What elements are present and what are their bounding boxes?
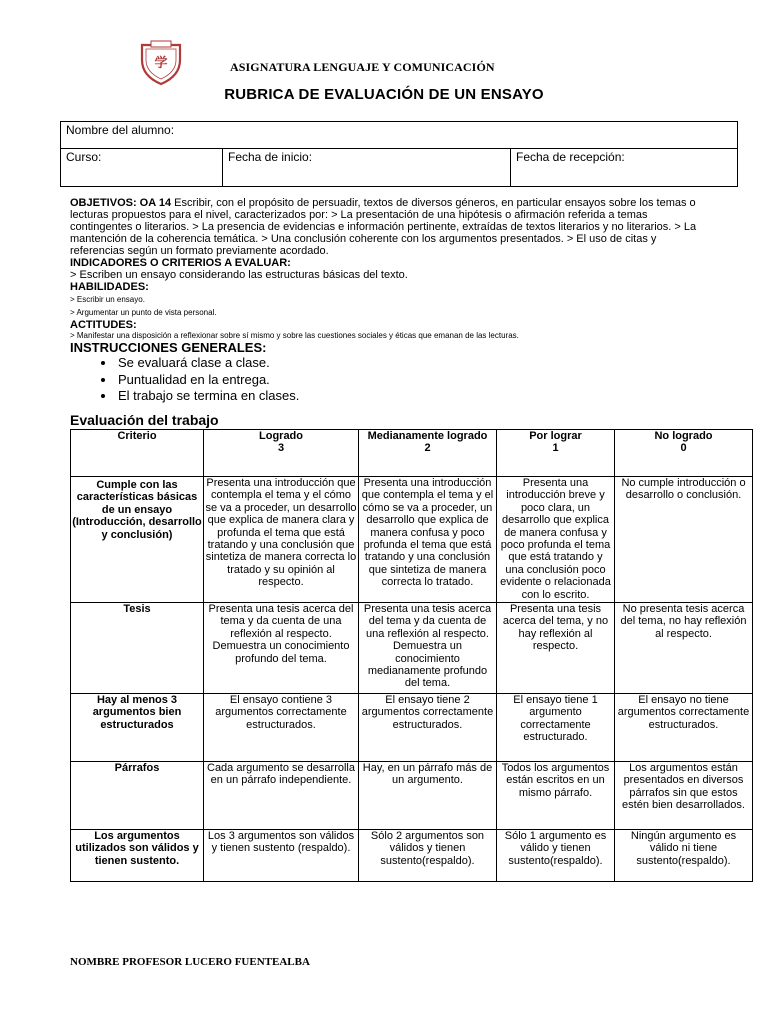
column-header: Medianamente logrado 2 bbox=[359, 430, 497, 477]
rubric-cell: No presenta tesis acerca del tema, no hay reflexión al respecto. bbox=[615, 603, 753, 694]
instruction-item: • Puntualidad en la entrega. bbox=[116, 372, 698, 389]
instructions-label: INSTRUCCIONES GENERALES: bbox=[70, 340, 267, 355]
student-name-label: Nombre del alumno: bbox=[66, 123, 175, 137]
rubric-cell: Sólo 1 argumento es válido y tienen sustento(respaldo). bbox=[497, 830, 615, 882]
document-title: RUBRICA DE EVALUACIÓN DE UN ENSAYO bbox=[224, 86, 544, 103]
instruction-item: • El trabajo se termina en clases. bbox=[116, 388, 698, 405]
skill-item: > Escribir un ensayo. bbox=[70, 295, 145, 304]
rubric-cell: El ensayo tiene 1 argumento correctamente estructurado. bbox=[497, 694, 615, 762]
rubric-cell: Presenta una tesis acerca del tema y da cuenta de una reflexión al respecto. Demuestra un conocimiento profundo del tema. bbox=[204, 603, 359, 694]
objectives-paragraph bbox=[70, 197, 698, 257]
objectives-text: Escribir, con el propósito de persuadir, textos de diversos géneros, en particular ensayos sobre los temas o lecturas propuestos para el nivel, caracterizados por: > La presentación de una hipótesis o afirmación referida a temas contingentes o literarios. > La presencia de evidencias e información pertinente, extraídas de textos literarios y no literarios. > La mantención de la coherencia temática. > Una conclusión coherente con los argumentos presentados. > El uso de citas y referencias según un formato previamente acordado. bbox=[70, 197, 697, 257]
rubric-cell: Cada argumento se desarrolla en un párrafo independiente. bbox=[204, 762, 359, 830]
rubric-cell: Sólo 2 argumentos son válidos y tienen sustento(respaldo). bbox=[359, 830, 497, 882]
student-name-field[interactable] bbox=[61, 122, 738, 149]
column-header: Por lograr 1 bbox=[497, 430, 615, 477]
rubric-cell: Presenta una introducción que contempla el tema y el cómo se va a proceder, un desarrollo que explica de manera confusa y poco profunda el tema que está tratando y una conclusión que sintetiza de manera correcta lo tratado. bbox=[359, 477, 497, 603]
rubric-row bbox=[71, 830, 753, 882]
column-score: 1 bbox=[552, 442, 559, 455]
subject-heading: ASIGNATURA LENGUAJE Y COMUNICACIÓN bbox=[230, 60, 495, 74]
rubric-cell: Los 3 argumentos son válidos y tienen sustento (respaldo). bbox=[204, 830, 359, 882]
indicators-text: > Escriben un ensayo considerando las estructuras básicas del texto. bbox=[70, 269, 408, 281]
school-crest-logo bbox=[138, 40, 184, 86]
rubric-cell: Ningún argumento es válido ni tiene sustento(respaldo). bbox=[615, 830, 753, 882]
column-header: Criterio bbox=[71, 430, 204, 477]
criterion-cell: Tesis bbox=[71, 603, 204, 694]
student-info-table bbox=[60, 121, 738, 187]
evaluation-heading: Evaluación del trabajo bbox=[70, 412, 219, 428]
skill-item: > Argumentar un punto de vista personal. bbox=[70, 308, 217, 317]
rubric-cell: El ensayo no tiene argumentos correctamente estructurados. bbox=[615, 694, 753, 762]
objectives-label: OBJETIVOS: OA 14 bbox=[70, 197, 172, 209]
column-score: 0 bbox=[680, 442, 687, 455]
course-label: Curso: bbox=[66, 150, 102, 164]
attitudes-text: > Manifestar una disposición a reflexionar sobre sí mismo y sobre las cuestiones sociales y éticas que emanan de las lecturas. bbox=[70, 331, 519, 340]
column-header: Logrado 3 bbox=[204, 430, 359, 477]
reception-date-label: Fecha de recepción: bbox=[516, 150, 625, 164]
rubric-cell: El ensayo tiene 2 argumentos correctamente estructurados. bbox=[359, 694, 497, 762]
svg-text:学: 学 bbox=[154, 56, 168, 71]
column-header: No logrado 0 bbox=[615, 430, 753, 477]
skills-label: HABILIDADES: bbox=[70, 281, 149, 293]
course-field[interactable] bbox=[61, 149, 223, 187]
reception-date-field[interactable] bbox=[511, 149, 738, 187]
rubric-row bbox=[71, 694, 753, 762]
criterion-cell: Hay al menos 3 argumentos bien estructurados bbox=[71, 694, 204, 762]
attitudes-label: ACTITUDES: bbox=[70, 319, 137, 331]
rubric-cell: El ensayo contiene 3 argumentos correctamente estructurados. bbox=[204, 694, 359, 762]
criterion-cell: Los argumentos utilizados son válidos y tienen sustento. bbox=[71, 830, 204, 882]
rubric-cell: Presenta una introducción que contempla el tema y el cómo se va a proceder, un desarrollo que explica de manera clara y profunda el tema que está tratando y una conclusión que sintetiza de manera correcta lo tratado y su opinión al respecto. bbox=[204, 477, 359, 603]
instructions-block bbox=[70, 197, 698, 405]
rubric-cell: Presenta una tesis acerca del tema y da cuenta de una reflexión al respecto. Demuestra un conocimiento medianamente profundo del tema. bbox=[359, 603, 497, 694]
rubric-cell: Los argumentos están presentados en diversos párrafos sin que estos estén bien desarrollados. bbox=[615, 762, 753, 830]
rubric-cell: No cumple introducción o desarrollo o conclusión. bbox=[615, 477, 753, 603]
rubric-cell: Presenta una introducción breve y poco clara, un desarrollo que explica de manera confusa y poco profunda el tema que está tratando y una conclusión poco evidente o relacionada con lo escrito. bbox=[497, 477, 615, 603]
instruction-item: • Se evaluará clase a clase. bbox=[116, 355, 698, 372]
start-date-label: Fecha de inicio: bbox=[228, 150, 313, 164]
rubric-row bbox=[71, 603, 753, 694]
rubric-cell: Hay, en un párrafo más de un argumento. bbox=[359, 762, 497, 830]
start-date-field[interactable] bbox=[223, 149, 511, 187]
rubric-cell: Todos los argumentos están escritos en un mismo párrafo. bbox=[497, 762, 615, 830]
indicators-label: INDICADORES O CRITERIOS A EVALUAR: bbox=[70, 257, 291, 269]
rubric-table bbox=[70, 429, 753, 882]
instructions-list bbox=[70, 355, 698, 405]
teacher-name: NOMBRE PROFESOR LUCERO FUENTEALBA bbox=[70, 956, 310, 968]
criterion-cell: Cumple con las características básicas de un ensayo (Introducción, desarrollo y conclusión) bbox=[71, 477, 204, 603]
rubric-header-row bbox=[71, 430, 753, 477]
column-score: 2 bbox=[424, 442, 431, 455]
rubric-row bbox=[71, 477, 753, 603]
column-score: 3 bbox=[277, 442, 285, 455]
rubric-cell: Presenta una tesis acerca del tema, y no hay reflexión al respecto. bbox=[497, 603, 615, 694]
criterion-cell: Párrafos bbox=[71, 762, 204, 830]
rubric-row bbox=[71, 762, 753, 830]
